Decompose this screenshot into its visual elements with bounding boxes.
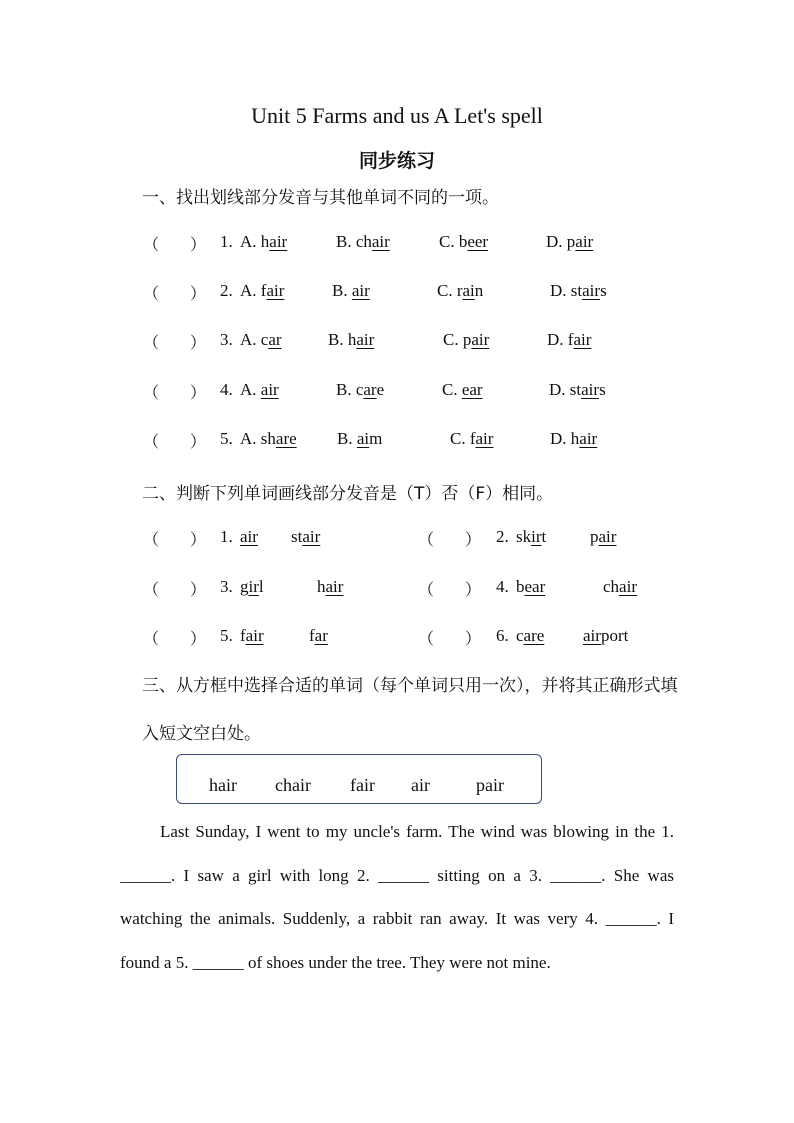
answer-paren-close: ） xyxy=(190,383,207,402)
word-box-item: hair xyxy=(209,775,237,795)
option-a: A. fair xyxy=(240,281,285,300)
underlined-part: air xyxy=(371,232,390,251)
underlined-part: air xyxy=(325,577,344,596)
word-box-item: chair xyxy=(275,775,311,795)
passage-text: Last Sunday, I went to my uncle's farm. The wind was blowing in the 1. ______. I saw a girl with long 2. ______ sitting on a 3. ______. She was watching the animals. Suddenly, a rabbit ran away. It was very 4. ______. I found a 5. ______ of shoes under the tree. They were not mine. xyxy=(120,822,674,972)
cloze-passage xyxy=(120,810,674,984)
answer-paren-open: （ xyxy=(418,580,435,599)
underlined-part: air xyxy=(575,232,594,251)
pair-word-2: hair xyxy=(317,577,344,596)
pair-number: 3. xyxy=(220,577,233,596)
answer-paren-close: ） xyxy=(190,284,207,303)
pair-word-2: stair xyxy=(291,527,321,546)
answer-paren-open: （ xyxy=(143,530,160,549)
option-d: D. pair xyxy=(546,232,594,251)
underlined-part: air xyxy=(356,330,375,349)
underlined-part: are xyxy=(275,429,297,448)
answer-paren-close: ） xyxy=(190,629,207,648)
underlined-part: air xyxy=(351,281,370,300)
pair-word-1: bear xyxy=(516,577,546,596)
answer-paren-close: ） xyxy=(190,432,207,451)
underlined-part: air xyxy=(583,626,601,645)
answer-paren-close: ） xyxy=(465,629,482,648)
pair-word-2: chair xyxy=(603,577,637,596)
answer-paren-close: ） xyxy=(190,333,207,352)
pair-word-2: airport xyxy=(583,626,629,645)
answer-paren-open: （ xyxy=(143,432,160,451)
section2-heading: 二、判断下列单词画线部分发音是（T）否（F）相同。 xyxy=(142,484,554,504)
option-b: B. care xyxy=(336,380,385,399)
pair-number: 5. xyxy=(220,626,233,645)
section3-heading: 三、从方框中选择合适的单词（每个单词只用一次），并将其正确形式填入短文空白处。 xyxy=(142,676,678,744)
option-b: B. air xyxy=(332,281,370,300)
answer-paren-close: ） xyxy=(190,580,207,599)
word-box-item: fair xyxy=(350,775,375,795)
pair-number: 2. xyxy=(496,527,509,546)
question-row xyxy=(0,429,794,453)
answer-paren-open: （ xyxy=(143,629,160,648)
answer-paren-close: ） xyxy=(190,530,207,549)
pair-row xyxy=(0,577,794,601)
underlined-part: air xyxy=(269,232,288,251)
option-d: D. stairs xyxy=(550,281,607,300)
pair-word-1: girl xyxy=(240,577,264,596)
underlined-part: ir xyxy=(531,527,542,546)
section1-heading: 一、找出划线部分发音与其他单词不同的一项。 xyxy=(142,188,499,208)
pair-row xyxy=(0,527,794,551)
question-number: 3. xyxy=(220,330,233,349)
answer-paren-open: （ xyxy=(143,580,160,599)
underlined-part: air xyxy=(260,380,279,399)
underlined-part: ir xyxy=(248,577,259,596)
answer-paren-open: （ xyxy=(143,235,160,254)
underlined-part: air xyxy=(619,577,637,596)
option-a: A. share xyxy=(240,429,297,448)
option-c: C. beer xyxy=(439,232,489,251)
pair-row xyxy=(0,626,794,650)
option-c: C. rain xyxy=(437,281,484,300)
underlined-part: ar xyxy=(268,330,282,349)
pair-number: 1. xyxy=(220,527,233,546)
pair-number: 6. xyxy=(496,626,509,645)
pair-word-1: care xyxy=(516,626,545,645)
option-c: C. ear xyxy=(442,380,483,399)
answer-paren-close: ） xyxy=(190,235,207,254)
answer-paren-open: （ xyxy=(418,629,435,648)
question-number: 2. xyxy=(220,281,233,300)
underlined-part: ar xyxy=(314,626,328,645)
option-a: A. hair xyxy=(240,232,288,251)
page-title: Unit 5 Farms and us A Let's spell xyxy=(251,103,543,128)
question-row xyxy=(0,380,794,404)
question-number: 1. xyxy=(220,232,233,251)
underlined-part: air xyxy=(579,429,598,448)
pair-number: 4. xyxy=(496,577,509,596)
underlined-part: air xyxy=(266,281,285,300)
answer-paren-close: ） xyxy=(465,530,482,549)
question-number: 4. xyxy=(220,380,233,399)
word-box-item: air xyxy=(411,775,430,795)
underlined-part: air xyxy=(471,330,490,349)
option-c: C. pair xyxy=(443,330,490,349)
underlined-part: ai xyxy=(356,429,370,448)
answer-paren-close: ） xyxy=(465,580,482,599)
option-b: B. aim xyxy=(337,429,383,448)
question-row xyxy=(0,281,794,305)
pair-word-2: far xyxy=(309,626,328,645)
question-row xyxy=(0,232,794,256)
option-b: B. hair xyxy=(328,330,375,349)
page-subtitle: 同步练习 xyxy=(358,150,435,172)
answer-paren-open: （ xyxy=(143,333,160,352)
underlined-part: air xyxy=(302,527,321,546)
underlined-part: ar xyxy=(363,380,377,399)
answer-paren-open: （ xyxy=(143,383,160,402)
underlined-part: air xyxy=(582,281,601,300)
word-box xyxy=(176,754,542,804)
underlined-part: are xyxy=(523,626,545,645)
option-b: B. chair xyxy=(336,232,390,251)
underlined-part: eer xyxy=(467,232,489,251)
option-d: D. stairs xyxy=(549,380,606,399)
pair-word-2: pair xyxy=(590,527,617,546)
underlined-part: air xyxy=(245,626,264,645)
answer-paren-open: （ xyxy=(418,530,435,549)
underlined-part: ear xyxy=(461,380,483,399)
word-box-item: pair xyxy=(476,775,504,795)
question-number: 5. xyxy=(220,429,233,448)
answer-paren-open: （ xyxy=(143,284,160,303)
option-d: D. fair xyxy=(547,330,592,349)
pair-word-1: skirt xyxy=(516,527,547,546)
pair-word-1: fair xyxy=(240,626,264,645)
underlined-part: air xyxy=(581,380,600,399)
underlined-part: air xyxy=(598,527,617,546)
underlined-part: ear xyxy=(524,577,546,596)
option-d: D. hair xyxy=(550,429,598,448)
underlined-part: air xyxy=(475,429,494,448)
option-a: A. air xyxy=(240,380,279,399)
underlined-part: air xyxy=(240,527,258,546)
option-a: A. car xyxy=(240,330,282,349)
underlined-part: air xyxy=(573,330,592,349)
question-row xyxy=(0,330,794,354)
underlined-part: ai xyxy=(462,281,475,300)
option-c: C. fair xyxy=(450,429,494,448)
